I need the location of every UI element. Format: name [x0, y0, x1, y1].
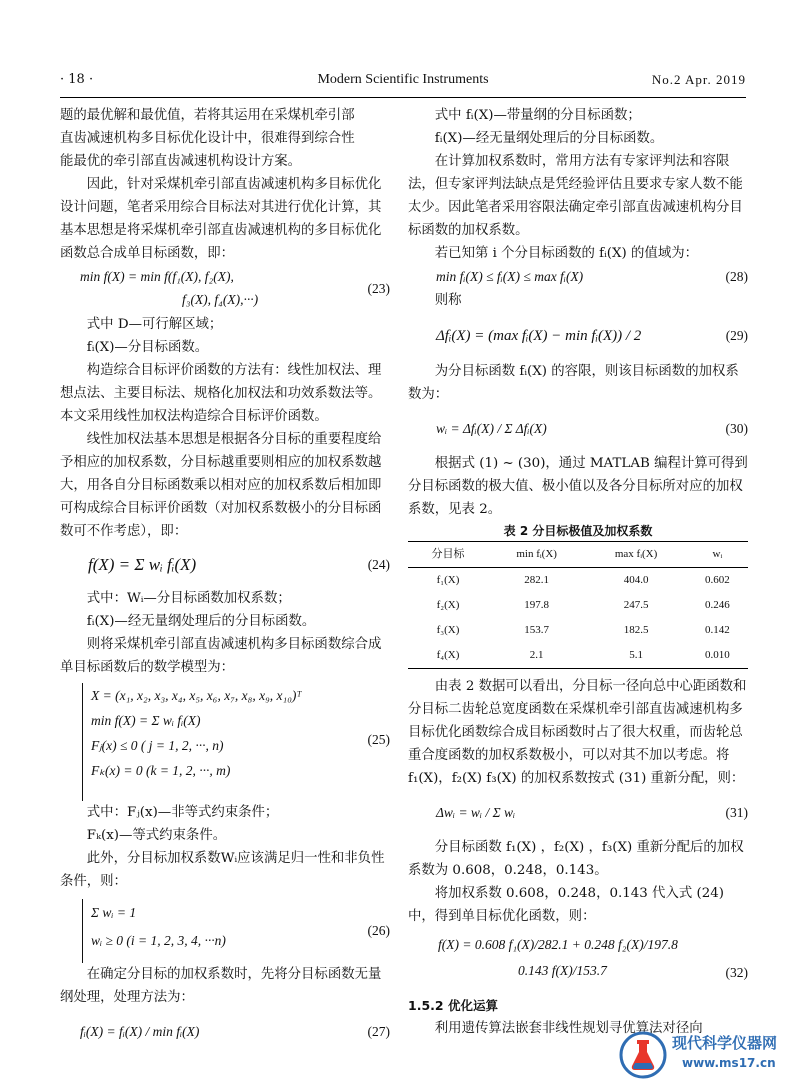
table-row	[408, 618, 748, 643]
page-number: · 18 ·	[60, 72, 94, 87]
table-header: max fᵢ(X)	[585, 542, 687, 568]
equation-31	[408, 790, 748, 836]
table-cell: 404.0	[623, 574, 649, 586]
equation-28	[408, 265, 748, 289]
section-heading: 1.5.2 优化运算	[408, 998, 498, 1013]
table-header-row	[408, 542, 748, 568]
paragraph: 若已知第 i 个分目标函数的 fᵢ(X) 的值域为：	[434, 246, 698, 261]
equation-number: (24)	[367, 557, 390, 572]
table-cell: 282.1	[524, 574, 550, 586]
journal-name: Modern Scientific Instruments	[317, 72, 489, 87]
table-cell: f₄(X)	[408, 643, 488, 669]
paragraph: 为分目标函数 fᵢ(X) 的容限，则该目标函数的加权系数为：	[408, 364, 739, 402]
table-cell: 247.5	[623, 599, 649, 611]
equation-number: (30)	[725, 421, 748, 436]
table-row	[408, 643, 748, 669]
equation-number: (28)	[725, 269, 748, 284]
equation-line: fᵢ(X) = fᵢ(X) / min fᵢ(X)	[80, 1024, 200, 1039]
paragraph: 构造综合目标评价函数的方法有：线性加权法、理想点法、主要目标法、规格化加权法和功效系数法等。本文采用线性加权法构造综合目标评价函数。	[60, 363, 382, 424]
site-watermark-logo	[618, 1030, 793, 1082]
equation-26	[82, 899, 390, 963]
paragraph: 因此，针对采煤机牵引部直齿减速机构多目标优化设计问题，笔者采用综合目标法对其进行优化计算，其基本思想是将采煤机牵引部直齿减速机构的多目标优化函数总合成单目标函数，即：	[60, 177, 382, 261]
table-header: 分目标	[408, 542, 488, 568]
table-cell: 153.7	[524, 624, 550, 636]
table-cell: 0.010	[687, 643, 748, 669]
paragraph: 分目标函数 f₁(X) ，f₂(X) ，f₃(X) 重新分配后的加权系数为 0.608，0.248，0.143。	[408, 840, 744, 878]
issue-info: No.2 Apr. 2019	[651, 72, 746, 87]
equation-line: Δwᵢ = wᵢ / Σ wᵢ	[436, 805, 516, 820]
table-header: min fᵢ(X)	[488, 542, 585, 568]
equation-27	[60, 1009, 390, 1055]
table-header: wᵢ	[687, 542, 748, 568]
equation-number: (29)	[725, 328, 748, 343]
table-cell: f₂(X)	[436, 599, 460, 611]
equation-line: f₃(X), f₄(X),···)	[182, 292, 259, 307]
equation-line: min fᵢ(X) ≤ fᵢ(X) ≤ max fᵢ(X)	[436, 269, 584, 284]
equation-line: wᵢ ≥ 0 (i = 1, 2, 3, 4, ···n)	[91, 933, 226, 948]
paragraph: 则称	[434, 293, 462, 308]
table-cell: 5.1	[585, 643, 687, 669]
paragraph: 在确定分目标的加权系数时，先将分目标函数无量纲处理，处理方法为：	[60, 967, 382, 1005]
site-name: 现代科学仪器网	[672, 1034, 778, 1052]
paragraph: 题的最优解和最优值，若将其运用在采煤机牵引部	[60, 108, 355, 123]
equation-24	[60, 543, 390, 587]
equation-number: (27)	[367, 1024, 390, 1039]
flask-logo-icon	[618, 1030, 668, 1080]
definition: 式中：Fⱼ(x)—非等式约束条件；	[86, 805, 279, 820]
page-header	[60, 72, 746, 96]
table-row	[408, 568, 748, 594]
table-cell: 2.1	[488, 643, 585, 669]
definition: 式中 D—可行解区域；	[86, 317, 223, 332]
definition: fᵢ(X)—分目标函数。	[86, 340, 209, 355]
left-column	[60, 104, 390, 1055]
table-cell: 0.142	[705, 624, 730, 636]
equation-number: (32)	[725, 965, 748, 980]
table-title: 表 2 分目标极值及加权系数	[503, 524, 653, 538]
equation-number: (23)	[367, 281, 390, 296]
definition: fᵢ(X)—经无量纲处理后的分目标函数。	[86, 614, 316, 629]
equation-line: f(X) = Σ wᵢ fᵢ(X)	[88, 555, 197, 574]
extremum-table	[408, 541, 748, 669]
equation-line: Fₖ(x) = 0 (k = 1, 2, ···, m)	[91, 763, 231, 778]
equation-29	[408, 312, 748, 360]
paragraph: 则将采煤机牵引部直齿减速机构多目标函数综合成单目标函数后的数学模型为：	[60, 637, 382, 675]
table-row	[408, 593, 748, 618]
table-cell: 197.8	[524, 599, 550, 611]
definition: fᵢ(X)—经无量纲处理后的分目标函数。	[434, 131, 664, 146]
equation-line: min f(X) = min f(f₁(X), f₂(X),	[80, 269, 234, 284]
definition: 式中：Wᵢ—分目标函数加权系数；	[86, 591, 291, 606]
equation-25	[82, 683, 390, 801]
paragraph: 此外，分目标加权系数Wᵢ应该满足归一性和非负性条件，则：	[60, 851, 385, 889]
paragraph: 将加权系数 0.608，0.248，0.143 代入式 (24) 中，得到单目标优化函数，则：	[408, 886, 724, 924]
equation-line: wᵢ = Δfᵢ(X) / Σ Δfᵢ(X)	[436, 421, 547, 436]
paragraph: 能最优的牵引部直齿减速机构设计方案。	[60, 154, 302, 169]
header-rule	[60, 97, 746, 98]
equation-line: Fⱼ(x) ≤ 0 ( j = 1, 2, ···, n)	[91, 738, 224, 753]
table-cell: f₃(X)	[436, 624, 460, 636]
equation-line: f(X) = 0.608 f₁(X)/282.1 + 0.248 f₂(X)/197.8	[438, 937, 678, 952]
equation-30	[408, 406, 748, 452]
site-url: www.ms17.cn	[682, 1056, 776, 1070]
paragraph: 由表 2 数据可以看出，分目标一径向总中心距函数和分目标二齿轮总宽度函数在采煤机牵引部直齿减速机构多目标优化函数综合成目标函数时占了很大权重，而齿轮总重合度函数的加权系数极小，可以对其不加以考虑。将 f₁(X)，f₂(X) f₃(X) 的加权系数按式 (31) 重新分配，则：	[408, 679, 747, 786]
equation-number: (25)	[367, 732, 390, 747]
equation-line: Σ wᵢ = 1	[91, 905, 137, 920]
equation-number: (26)	[367, 923, 390, 938]
definition: Fₖ(x)—等式约束条件。	[86, 828, 227, 843]
paragraph: 线性加权法基本思想是根据各分目标的重要程度给予相应的加权系数，分目标越重要则相应的加权系数越大，用各自分目标函数乘以相对应的加权系数后相加即可构成综合目标评价函数（对加权系数极小的分目标函数可不作考虑），即：	[60, 432, 382, 539]
paragraph: 利用遗传算法嵌套非线性规划寻优算法对径向	[434, 1021, 703, 1036]
paragraph: 直齿减速机构多目标优化设计中，很难得到综合性	[60, 131, 355, 146]
equation-line: min f(X) = Σ wᵢ fᵢ(X)	[91, 713, 201, 728]
equation-32	[408, 932, 748, 990]
paragraph: 根据式 (1) ~ (30)，通过 MATLAB 编程计算可得到分目标函数的极大值、极小值以及各分目标所对应的加权系数，见表 2。	[408, 456, 748, 517]
equation-line: Δfᵢ(X) = (max fᵢ(X) − min fᵢ(X)) / 2	[436, 328, 642, 344]
table-cell: f₁(X)	[436, 574, 460, 586]
table-cell: 0.602	[705, 574, 730, 586]
right-column	[408, 104, 748, 1040]
equation-line: 0.143 f(X)/153.7	[518, 963, 607, 978]
definition: 式中 fᵢ(X)—带量纲的分目标函数；	[434, 108, 641, 123]
equation-23	[60, 265, 390, 313]
paragraph: 在计算加权系数时，常用方法有专家评判法和容限法，但专家评判法缺点是凭经验评估且要求专家人数不能太少。因此笔者采用容限法确定牵引部直齿减速机构分目标函数的加权系数。	[408, 154, 743, 238]
equation-line: X = (x₁, x₂, x₃, x₄, x₅, x₆, x₇, x₈, x₉, x₁₀)ᵀ	[91, 688, 302, 703]
table-cell: 0.246	[705, 599, 730, 611]
table-cell: 182.5	[623, 624, 649, 636]
equation-number: (31)	[725, 805, 748, 820]
